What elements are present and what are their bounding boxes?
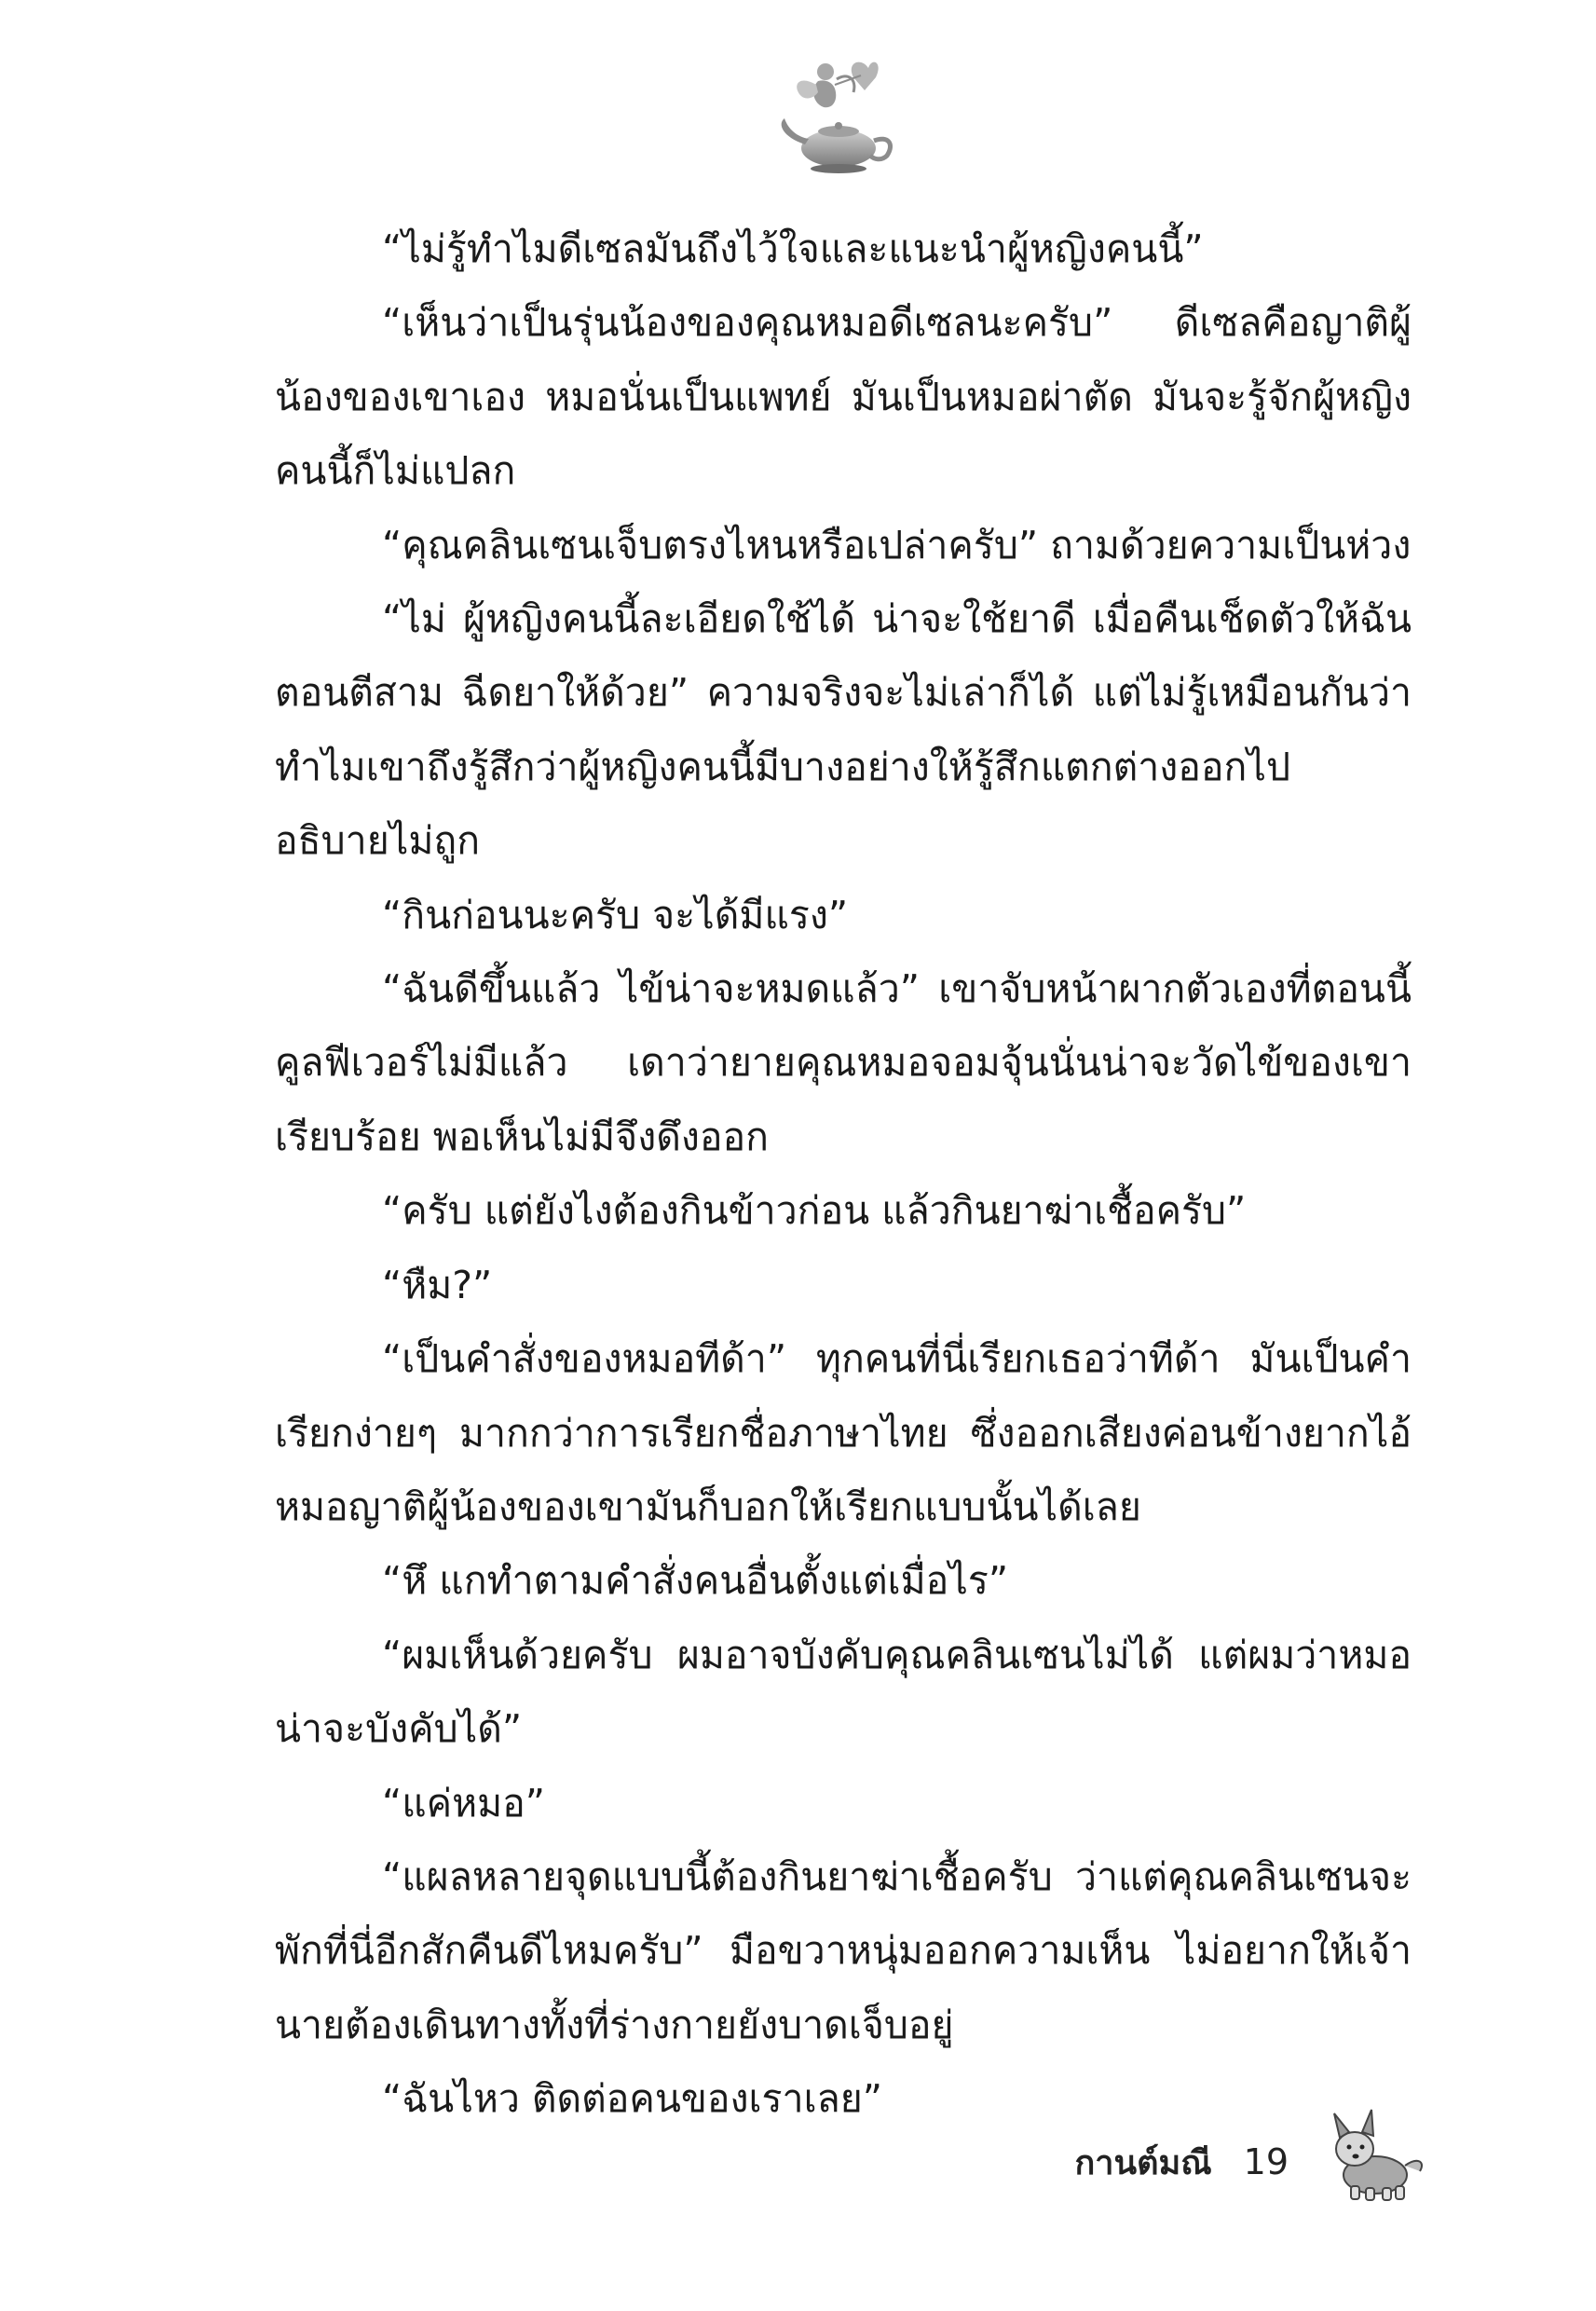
paragraph: “หืม?” bbox=[382, 1262, 493, 1307]
paragraph: “เห็นว่าเป็นรุ่นน้องของคุณหมอดีเซลนะครับ” ดีเซลคือญาติผู้น้องของเขาเอง หมอนั่นเป็นแพทย์ มันเป็นหมอผ่าตัด มันจะรู้จักผู้หญิงคนนี้ก็ไม่แปลก bbox=[275, 300, 1412, 494]
paragraph: “ไม่รู้ทำไมดีเซลมันถึงไว้ใจและแนะนำผู้หญิงคนนี้” bbox=[382, 226, 1204, 271]
body-text bbox=[275, 212, 1412, 2137]
paragraph: “กินก่อนนะครับ จะได้มีแรง” bbox=[382, 892, 849, 937]
paragraph: “ไม่ ผู้หญิงคนนี้ละเอียดใช้ได้ น่าจะใช้ยาดี เมื่อคืนเช็ดตัวให้ฉันตอนตีสาม ฉีดยาให้ด้วย” ความจริงจะไม่เล่าก็ได้ แต่ไม่รู้เหมือนกันว่าทำไมเขาถึงรู้สึกว่าผู้หญิงคนนี้มีบางอย่างให้รู้สึกแตกต่างออกไป อธิบายไม่ถูก bbox=[275, 596, 1412, 864]
paragraph: “ผมเห็นด้วยครับ ผมอาจบังคับคุณคลินเซนไม่ได้ แต่ผมว่าหมอน่าจะบังคับได้” bbox=[275, 1632, 1412, 1752]
paragraph: “แผลหลายจุดแบบนี้ต้องกินยาฆ่าเชื้อครับ ว่าแต่คุณคลินเซนจะพักที่นี่อีกสักคืนดีไหมครับ” มือขวาหนุ่มออกความเห็น ไม่อยากให้เจ้านายต้องเดินทางทั้งที่ร่างกายยังบาดเจ็บอยู่ bbox=[275, 1853, 1412, 2047]
paragraph: “หึ แกทำตามคำสั่งคนอื่นตั้งแต่เมื่อไร” bbox=[382, 1558, 1009, 1604]
corgi-dog-icon bbox=[1321, 2104, 1433, 2207]
paragraph: “เป็นคำสั่งของหมอทีด้า” ทุกคนที่นี่เรียกเธอว่าทีด้า มันเป็นคำเรียกง่ายๆ มากกว่าการเรียกชื่อภาษาไทย ซึ่งออกเสียงค่อนข้างยากไอ้หมอญาติผู้น้องของเขามันก็บอกให้เรียกแบบนั้นได้เลย bbox=[275, 1336, 1412, 1529]
book-title: กานต์มณี bbox=[1074, 2143, 1212, 2182]
paragraph: “ฉันไหว ติดต่อคนของเราเลย” bbox=[382, 2076, 882, 2122]
paragraph: “ครับ แต่ยังไงต้องกินข้าวก่อน แล้วกินยาฆ่าเชื้อครับ” bbox=[382, 1188, 1247, 1234]
cupid-teapot-ornament-icon bbox=[764, 51, 904, 182]
paragraph: “ฉันดีขึ้นแล้ว ไข้น่าจะหมดแล้ว” เขาจับหน้าผากตัวเองที่ตอนนี้คูลฟีเวอร์ไม่มีแล้ว เดาว่ายายคุณหมอจอมจุ้นนั่นน่าจะวัดไข้ของเขาเรียบร้อย พอเห็นไม่มีจึงดึงออก bbox=[275, 966, 1412, 1159]
page-number: 19 bbox=[1243, 2141, 1289, 2182]
page-footer bbox=[1075, 2134, 1289, 2190]
paragraph: “แค่หมอ” bbox=[382, 1780, 546, 1826]
paragraph: “คุณคลินเซนเจ็บตรงไหนหรือเปล่าครับ” ถามด้วยความเป็นห่วง bbox=[382, 522, 1412, 567]
